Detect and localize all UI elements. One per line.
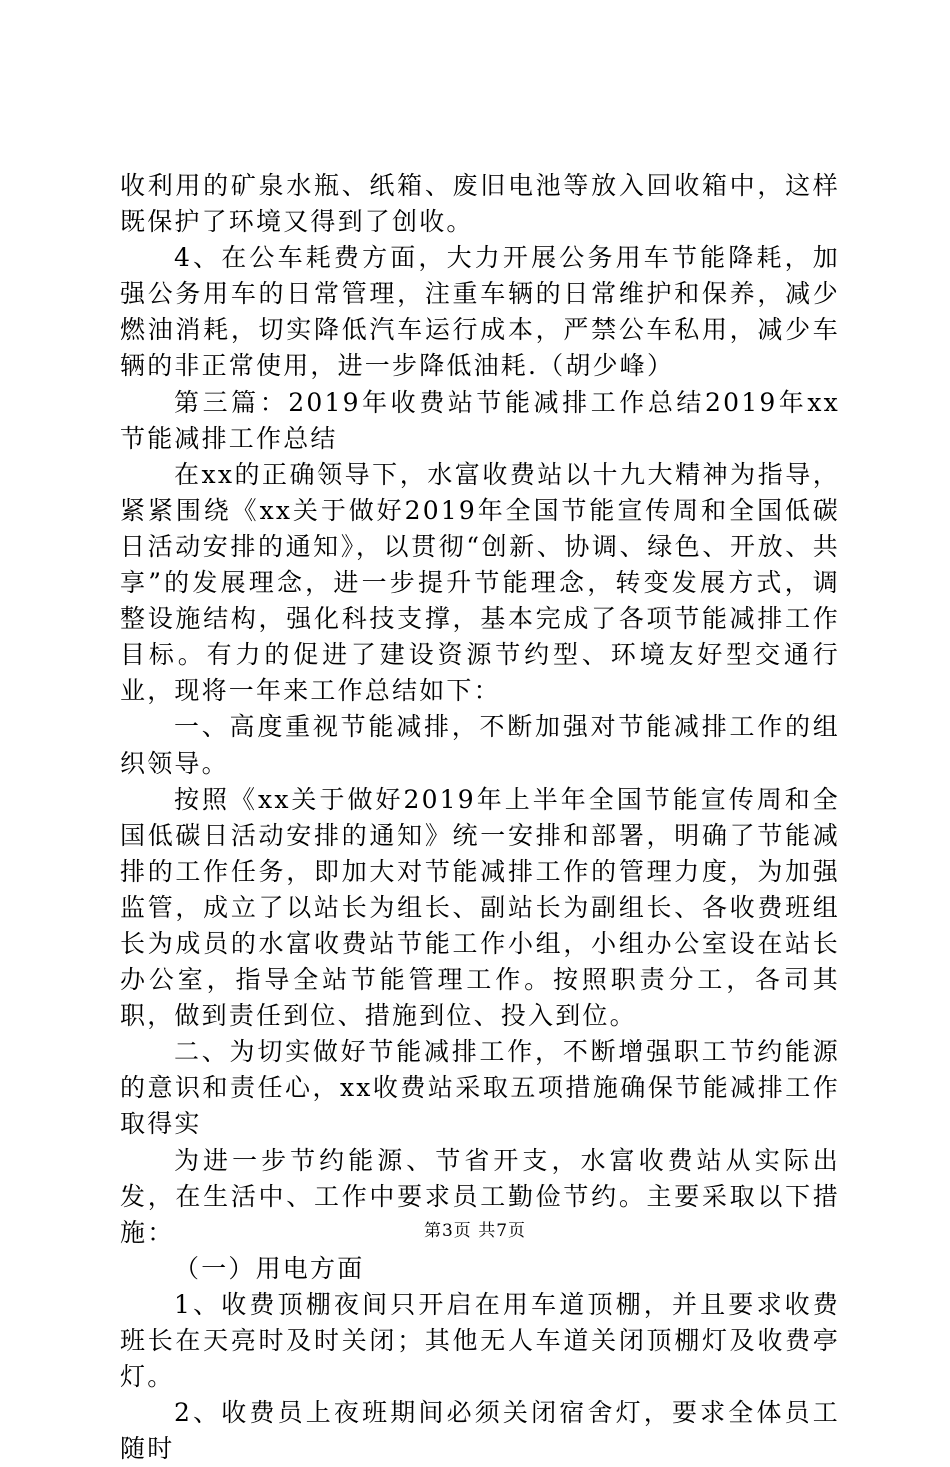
paragraph-continuation: 收利用的矿泉水瓶、纸箱、废旧电池等放入回收箱中，这样既保护了环境又得到了创收。 xyxy=(120,171,840,237)
paragraph-intro: 在xx的正确领导下，水富收费站以十九大精神为指导，紧紧围绕《xx关于做好2019年全国节能宣传周和全国低碳日活动安排的通知》，以贯彻“创新、协调、绿色、开放、共享”的发展理念，进一步提升节能理念，转变发展方式，调整设施结构，强化科技支撑，基本完成了各项节能减排工作目标。有力的促进了建设资源节约型、环境友好型交通行业，现将一年来工作总结如下： xyxy=(120,459,840,706)
heading-one: 一、高度重视节能减排，不断加强对节能减排工作的组织领导。 xyxy=(120,712,840,778)
document-body xyxy=(120,168,840,1467)
subheading-electricity: （一）用电方面 xyxy=(174,1253,365,1283)
heading-two: 二、为切实做好节能减排工作，不断增强职工节约能源的意识和责任心，xx收费站采取五项措施确保节能减排工作取得实 xyxy=(120,1037,840,1139)
list-item-2: 2、收费员上夜班期间必须关闭宿舍灯，要求全体员工随时 xyxy=(120,1398,840,1464)
paragraph-vehicle-costs: 4、在公车耗费方面，大力开展公务用车节能降耗，加强公务用车的日常管理，注重车辆的日常维护和保养，减少燃油消耗，切实降低汽车运行成本，严禁公车私用，减少车辆的非正常使用，进一步降低油耗.（胡少峰） xyxy=(120,243,840,381)
page-number-footer: 第3页 共7页 xyxy=(423,1221,527,1241)
list-item-1: 1、收费顶棚夜间只开启在用车道顶棚，并且要求收费班长在天亮时及时关闭；其他无人车道关闭顶棚灯及收费亭灯。 xyxy=(120,1289,840,1392)
paragraph-organization: 按照《xx关于做好2019年上半年全国节能宣传周和全国低碳日活动安排的通知》统一安排和部署，明确了节能减排的工作任务，即加大对节能减排工作的管理力度，为加强监管，成立了以站长为组长、副站长为副组长、各收费班组长为成员的水富收费站节能工作小组，小组办公室设在站长办公室，指导全站节能管理工作。按照职责分工，各司其职，做到责任到位、措施到位、投入到位。 xyxy=(120,784,840,1031)
section-title: 第三篇：2019年收费站节能减排工作总结2019年xx节能减排工作总结 xyxy=(120,387,840,453)
paragraph-measures-intro: 为进一步节约能源、节省开支，水富收费站从实际出发，在生活中、工作中要求员工勤俭节约。主要采取以下措施： xyxy=(120,1145,840,1247)
